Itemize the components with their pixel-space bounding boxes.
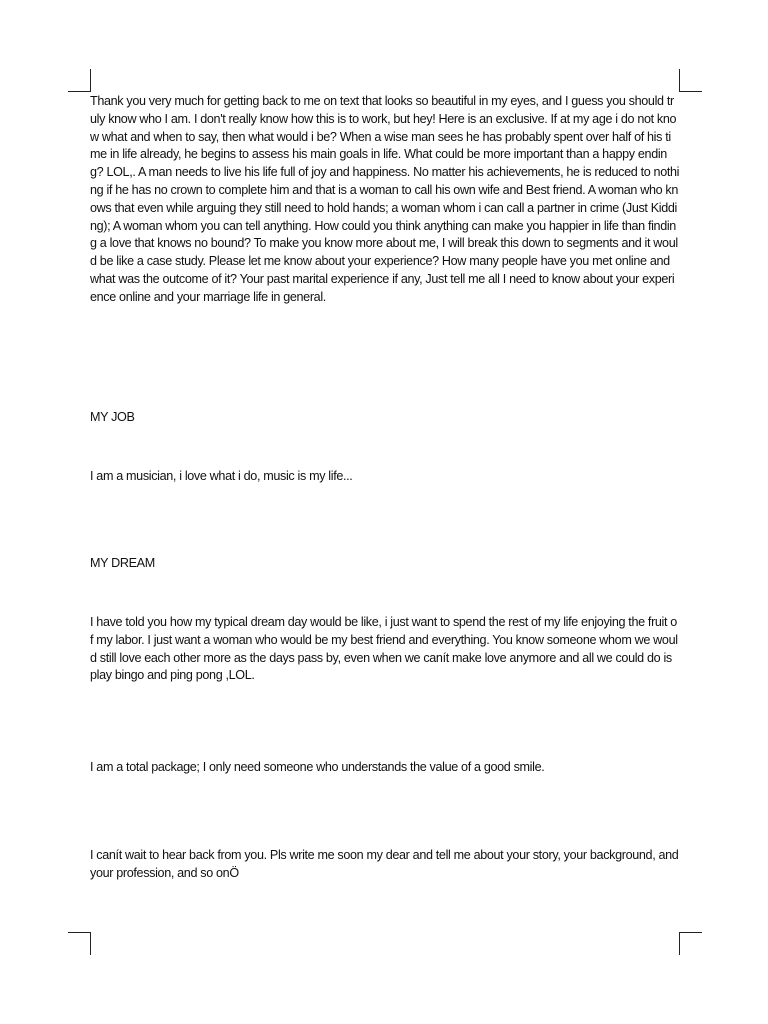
crop-mark-bottom-left (68, 932, 91, 955)
intro-paragraph: Thank you very much for getting back to me on text that looks so beautiful in my eyes, and I guess you should truly know who I am. I don't really know how this is to work, but hey! Here is an exclusive. If at my age i do not know what and when to say, then what would i be? When a wise man sees he has probably spent over half of his time in life already, he begins to assess his main goals in life. What could be more important than a happy ending? LOL,. A man needs to live his life full of joy and happiness. No matter his achievements, he is reduced to nothing if he has no crown to complete him and that is a woman to call his own wife and Best friend. A woman who knows that even while arguing they still need to hold hands; a woman whom i can call a partner in crime (Just Kidding); A woman whom you can tell anything. How could you think anything can make you happier in life than finding a love that knows no bound? To make you know more about me, I will break this down to segments and it would be like a case study. Please let me know about your experience? How many people have you met online and what was the outcome of it? Your past marital experience if any, Just tell me all I need to know about your experience online and your marriage life in general. (90, 94, 680, 304)
dream-paragraph: I have told you how my typical dream day would be like, i just want to spend the rest of my life enjoying the fruit of my labor. I just want a woman who would be my best friend and everything. You know someone whom we would still love each other more as the days pass by, even when we canít make love anymore and all we could do is play bingo and ping pong ,LOL. (90, 615, 678, 683)
closing-paragraph: I canít wait to hear back from you. Pls write me soon my dear and tell me about your story, your background, and your profession, and so onÖ (90, 848, 679, 880)
crop-mark-top-right (679, 69, 702, 92)
package-paragraph: I am a total package; I only need someone who understands the value of a good smile. (90, 760, 545, 774)
crop-mark-top-left (68, 69, 91, 92)
crop-mark-bottom-right (679, 932, 702, 955)
dream-heading: MY DREAM (90, 556, 155, 570)
job-heading: MY JOB (90, 410, 135, 424)
job-paragraph: I am a musician, i love what i do, music is my life... (90, 469, 353, 483)
